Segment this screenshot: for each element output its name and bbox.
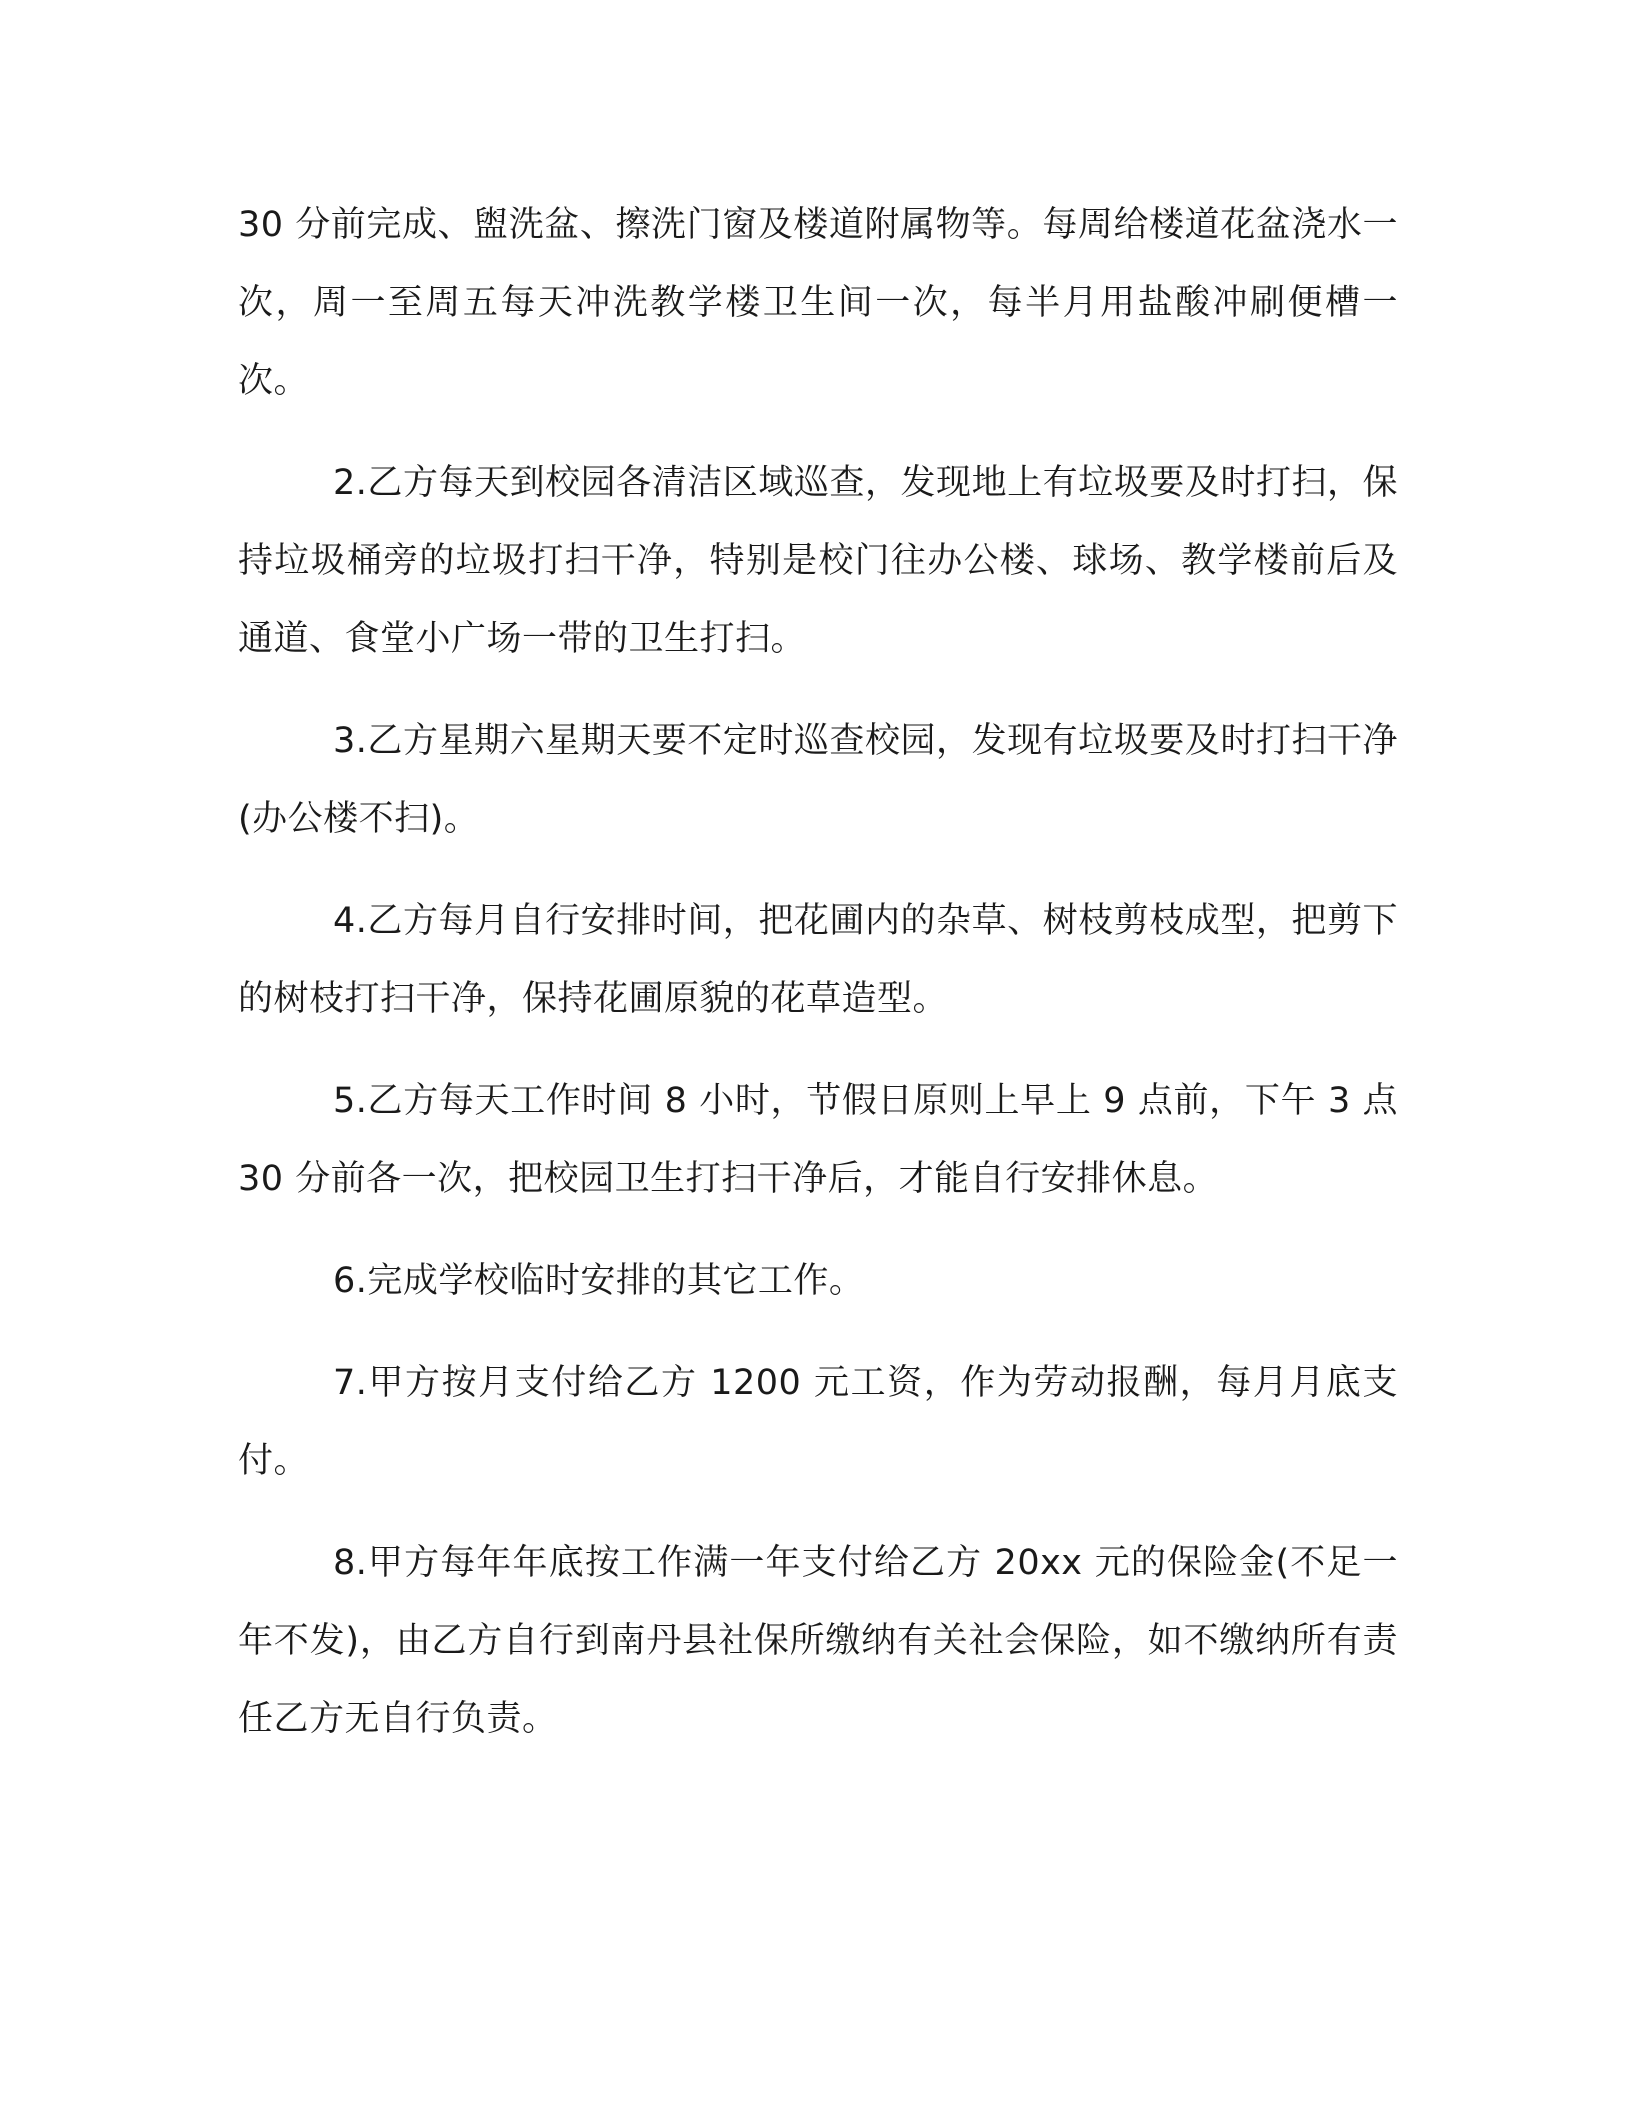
paragraph-item-7: 7.甲方按月支付给乙方 1200 元工资，作为劳动报酬，每月月底支付。 — [238, 1363, 1398, 1481]
paragraph-continuation: 30 分前完成、盥洗盆、擦洗门窗及楼道附属物等。每周给楼道花盆浇水一次，周一至周五每天冲洗教学楼卫生间一次，每半月用盐酸冲刷便槽一次。 — [238, 205, 1398, 401]
paragraph-item-3: 3.乙方星期六星期天要不定时巡查校园，发现有垃圾要及时打扫干净 (办公楼不扫)。 — [238, 721, 1398, 839]
document-body — [238, 186, 1398, 1782]
paragraph-item-5: 5.乙方每天工作时间 8 小时，节假日原则上早上 9 点前，下午 3 点 30 分前各一次，把校园卫生打扫干净后，才能自行安排休息。 — [238, 1081, 1398, 1199]
paragraph-item-6: 6.完成学校临时安排的其它工作。 — [333, 1261, 865, 1301]
paragraph-item-8: 8.甲方每年年底按工作满一年支付给乙方 20xx 元的保险金(不足一年不发)，由乙方自行到南丹县社保所缴纳有关社会保险，如不缴纳所有责任乙方无自行负责。 — [238, 1543, 1398, 1739]
paragraph-item-4: 4.乙方每月自行安排时间，把花圃内的杂草、树枝剪枝成型，把剪下的树枝打扫干净，保持花圃原貌的花草造型。 — [238, 901, 1398, 1019]
paragraph-item-2: 2.乙方每天到校园各清洁区域巡查，发现地上有垃圾要及时打扫，保持垃圾桶旁的垃圾打扫干净，特别是校门往办公楼、球场、教学楼前后及通道、食堂小广场一带的卫生打扫。 — [238, 463, 1398, 659]
